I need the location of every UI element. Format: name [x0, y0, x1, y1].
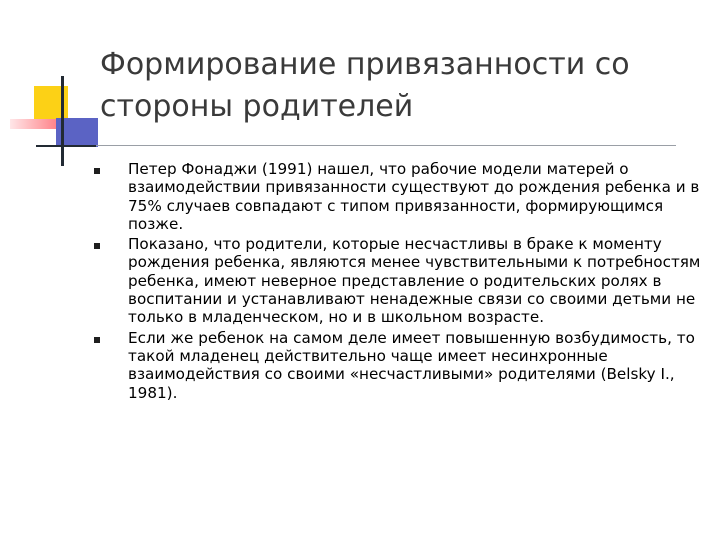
bullet-item [90, 235, 702, 326]
title-underline [36, 145, 676, 146]
bullet-list [90, 160, 702, 404]
slide-title: Формирование привязанности со стороны родителей [100, 47, 630, 124]
square-bullet-icon [94, 337, 100, 343]
bullet-text: Петер Фонаджи (1991) нашел, что рабочие модели матерей о взаимодействии привязанности существуют до рождения ребенка и в 75% случаев совпадают с типом привязанности, формирующимся позже. [128, 160, 700, 233]
square-bullet-icon [94, 168, 100, 174]
bullet-text: Показано, что родители, которые несчастливы в браке к моменту рождения ребенка, являются менее чувствительными к потребностям ребенка, имеют неверное представление о родительских ролях в воспитании и устанавливают ненадежные связи со своими детьми не только в младенческом, но и в школьном возрасте. [128, 235, 701, 327]
bullet-item [90, 160, 702, 233]
title-underline-accent [36, 145, 96, 147]
bullet-text: Если же ребенок на самом деле имеет повышенную возбудимость, то такой младенец действительно чаще имеет несинхронные взаимодействия со своими «несчастливыми» родителями (Belsky I., 1981). [128, 328, 695, 402]
bullet-item [90, 329, 702, 402]
square-bullet-icon [94, 243, 100, 249]
vertical-line-decoration [61, 76, 64, 166]
